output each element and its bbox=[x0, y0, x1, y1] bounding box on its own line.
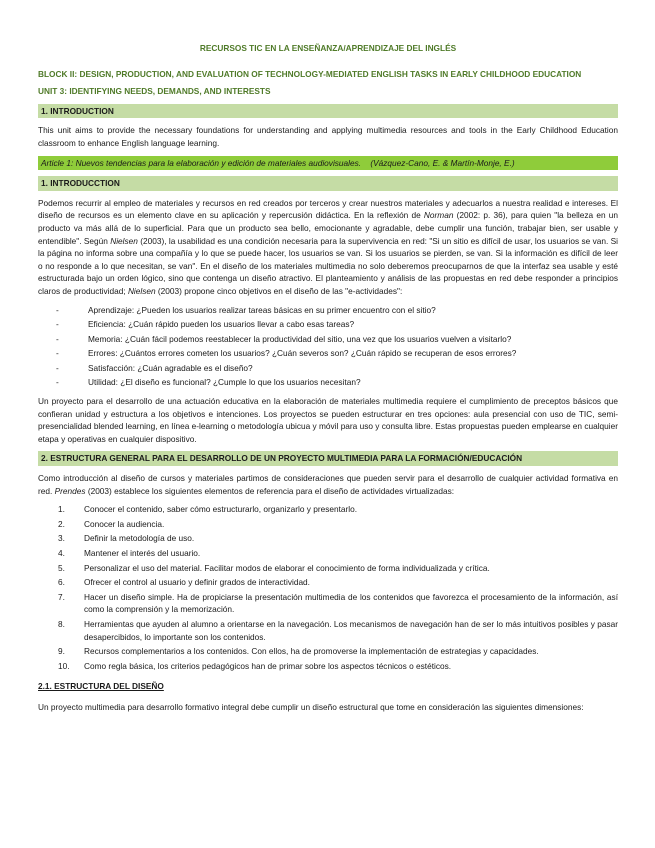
introduccion-paragraph-1 bbox=[38, 197, 618, 298]
section-heading-introduccion: 1. INTRODUCCTION bbox=[38, 176, 618, 191]
text-run: (2003) establece los siguientes elementos de referencia para el diseño de actividades virtualizadas: bbox=[85, 485, 455, 496]
list-item-text: Herramientas que ayuden al alumno a orientarse en la navegación. Los mecanismos de navegación han de ser lo más intuitivos posibles y pasar desapercibidos, lo importante son los contenidos. bbox=[84, 618, 618, 642]
dash-bullet: - bbox=[56, 319, 59, 330]
text-run: Como introducción al diseño de cursos y materiales partimos de consideraciones que pueden servir para el desarrollo de cualquier actividad formativa en red. bbox=[38, 473, 618, 496]
introduccion-paragraph-2: Un proyecto para el desarrollo de una actuación educativa en la elaboración de materiales multimedia requiere el cumplimiento de preceptos básicos que confieran unidad y estructura a los objetivos e intenciones. Los proyectos se pueden estructurar en tres opciones: aula presencial con uso de TIC, semi-presencialidad blended learning, en línea e-learning o metodología ubicua y móvil para uso y consulta libre. Estas propuestas pueden emplearse en cualquier etapa y operativas en cualquier dispositivo. bbox=[38, 396, 618, 444]
list-item bbox=[58, 547, 618, 560]
dash-bullet: - bbox=[56, 304, 59, 315]
section-heading-introduction: 1. INTRODUCTION bbox=[38, 104, 618, 119]
list-number: 2. bbox=[58, 518, 65, 529]
list-item-text: Eficiencia: ¿Cuán rápido pueden los usuarios llevar a cabo esas tareas? bbox=[88, 319, 355, 330]
citation-norman: Norman bbox=[423, 210, 454, 221]
list-item-text: Personalizar el uso del material. Facilitar modos de elaborar el conocimiento de forma individualizada y crítica. bbox=[84, 562, 490, 573]
article-title: Article 1: Nuevos tendencias para la elaboración y edición de materiales audiovisuales. bbox=[41, 157, 362, 168]
intro-paragraph: This unit aims to provide the necessary foundations for understanding and applying multimedia resources and tools in the Early Childhood Education classroom to enhance English language learning. bbox=[38, 125, 618, 148]
list-item-text: Memoria: ¿Cuán fácil podemos reestablecer la productividad del sitio, una vez que los usuarios vuelven a visitarlo? bbox=[88, 333, 512, 344]
list-item-text: Conocer la audiencia. bbox=[84, 518, 165, 529]
list-item bbox=[58, 518, 618, 531]
citation-nielsen: Nielsen bbox=[127, 285, 156, 296]
list-item bbox=[58, 618, 618, 643]
article-title-band bbox=[38, 156, 618, 171]
list-item bbox=[58, 576, 618, 589]
reference-elements-list bbox=[38, 503, 618, 672]
list-item bbox=[56, 362, 618, 375]
list-item-text: Como regla básica, los criterios pedagógicos han de primar sobre los aspectos técnicos o estéticos. bbox=[84, 660, 452, 671]
list-item bbox=[58, 645, 618, 658]
text-run: (2002: p. 36), para quien "la belleza en un producto va más allá de lo superficial. Para que un producto sea bello, emocionante y agradable, debe cumplir una función, trabajar bien, ser usable y entendible". Según bbox=[38, 210, 618, 246]
section-heading-estructura: 2. ESTRUCTURA GENERAL PARA EL DESARROLLO DE UN PROYECTO MULTIMEDIA PARA LA FORMACIÓN/EDUCACIÓN bbox=[38, 451, 618, 466]
list-item bbox=[58, 503, 618, 516]
text-run: Podemos recurrir al empleo de materiales y recursos en red creados por terceros y crear nuestros materiales y adecuarlos a nuestra realidad e intereses. El diseño de recursos es un elemento clave en su aplicación y repercusión didáctica. En la reflexión de bbox=[38, 197, 618, 221]
list-number: 7. bbox=[58, 591, 65, 602]
list-number: 3. bbox=[58, 533, 65, 544]
list-number: 5. bbox=[58, 562, 65, 573]
list-item-text: Satisfacción: ¿Cuán agradable es el diseño? bbox=[88, 362, 253, 373]
list-item bbox=[58, 562, 618, 575]
list-item bbox=[56, 333, 618, 346]
dash-bullet: - bbox=[56, 348, 59, 359]
list-item-text: Errores: ¿Cuántos errores cometen los usuarios? ¿Cuán severos son? ¿Cuán rápido se recuperan de esos errores? bbox=[88, 348, 517, 359]
list-item-text: Ofrecer el control al usuario y definir grados de interactividad. bbox=[84, 577, 310, 588]
list-number: 4. bbox=[58, 548, 65, 558]
list-number: 1. bbox=[58, 504, 65, 515]
list-number: 8. bbox=[58, 618, 65, 629]
diseno-paragraph: Un proyecto multimedia para desarrollo formativo integral debe cumplir un diseño estructural que tome en consideración las siguientes dimensiones: bbox=[38, 701, 584, 712]
list-item bbox=[58, 591, 618, 616]
article-authors: (Vázquez-Cano, E. & Martín-Monje, E.) bbox=[370, 157, 515, 168]
text-run: (2003) propone cinco objetivos en el diseño de las "e-actividades": bbox=[155, 285, 403, 296]
list-item bbox=[56, 347, 618, 360]
dash-bullet: - bbox=[56, 362, 59, 373]
list-number: 9. bbox=[58, 646, 65, 657]
list-number: 10. bbox=[58, 660, 70, 671]
document-title: RECURSOS TIC EN LA ENSEÑANZA/APRENDIZAJE DEL INGLÉS bbox=[199, 43, 457, 53]
list-item bbox=[56, 376, 618, 389]
list-number: 6. bbox=[58, 577, 65, 588]
list-item-text: Utilidad: ¿El diseño es funcional? ¿Cumple lo que los usuarios necesitan? bbox=[88, 377, 361, 388]
text-run: (2003), la usabilidad es una condición necesaria para la supervivencia en red: "Si un sitio es difícil de usar, los usuarios se van. Si la página no informa sobre una compañía y lo que se puede hacer, los usuarios se van. Si los usuarios se pierden, se van. Si la información es difícil de leer o no responde a lo que necesitan, se van". En el diseño de los materiales multimedia no solo deberemos preocuparnos de que la interfaz sea usable y esté estructurada bajo un orden lógico, sino que contenga un diseño atractivo. El planteamiento y análisis de las propuestas en red debe responder a principios claros de productividad; bbox=[38, 235, 618, 296]
dash-bullet: - bbox=[56, 333, 59, 344]
list-item-text: Definir la metodología de uso. bbox=[84, 533, 195, 544]
list-item-text: Recursos complementarios a los contenidos. Con ellos, ha de promoverse la implementación de estrategias y capacidades. bbox=[84, 646, 539, 657]
document-page bbox=[38, 42, 618, 720]
citation-nielsen: Nielsen bbox=[110, 235, 138, 246]
subsection-heading-diseno: 2.1. ESTRUCTURA DEL DISEÑO bbox=[38, 681, 164, 692]
list-item bbox=[58, 660, 618, 673]
list-item-text: Conocer el contenido, saber cómo estructurarlo, organizarlo y presentarlo. bbox=[84, 504, 358, 515]
list-item-text: Aprendizaje: ¿Pueden los usuarios realizar tareas básicas en su primer encuentro con el sitio? bbox=[88, 304, 436, 315]
estructura-paragraph bbox=[38, 472, 618, 497]
citation-prendes: Prendes bbox=[54, 485, 86, 496]
unit-heading: UNIT 3: IDENTIFYING NEEDS, DEMANDS, AND INTERESTS bbox=[38, 86, 271, 97]
list-item-text: Hacer un diseño simple. Ha de propiciarse la presentación multimedia de los contenidos que favorezca el procesamiento de la información, así como la comprensión y la memorización. bbox=[84, 591, 618, 615]
objectives-list bbox=[38, 304, 618, 390]
block-heading: BLOCK II: DESIGN, PRODUCTION, AND EVALUATION OF TECHNOLOGY-MEDIATED ENGLISH TASKS IN EARLY CHILDHOOD EDUCATION bbox=[38, 68, 582, 79]
list-item bbox=[56, 304, 618, 317]
dash-bullet: - bbox=[56, 377, 59, 388]
list-item bbox=[58, 532, 618, 545]
list-item-text: Mantener el interés del usuario. bbox=[84, 548, 201, 558]
list-item bbox=[56, 318, 618, 331]
